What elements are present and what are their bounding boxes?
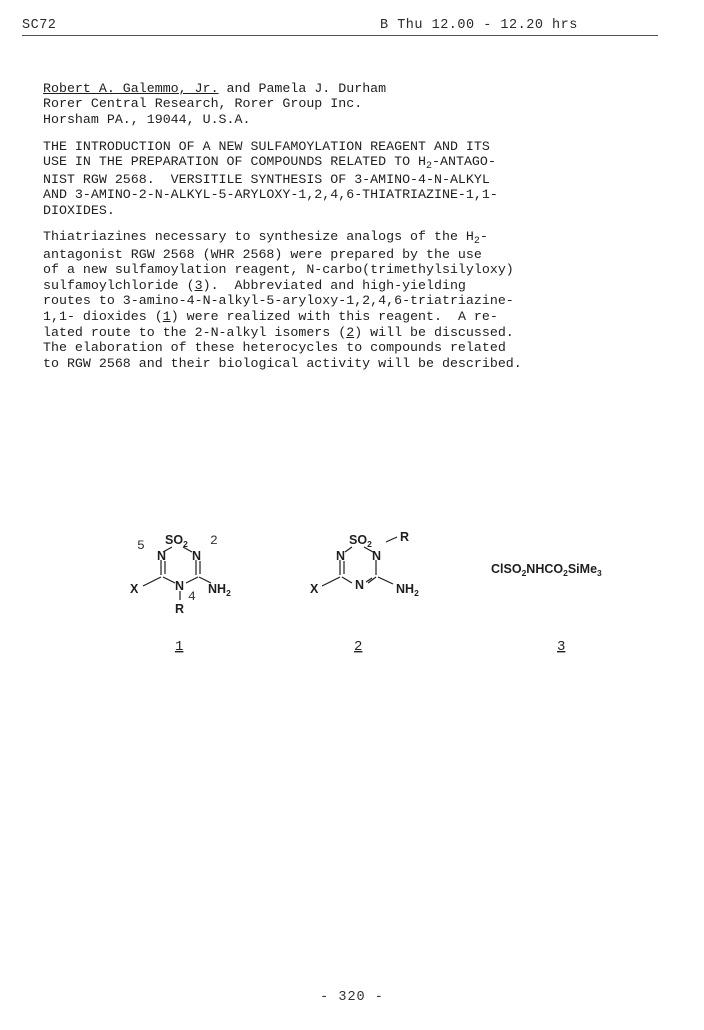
abstract-line: lated route to the 2-N-alkyl isomers ( — [43, 324, 347, 340]
formula-part: NHCO — [526, 562, 564, 576]
abstract-line: sulfamoylchloride ( — [43, 277, 195, 293]
ring-position-4: 4 — [188, 589, 196, 604]
s1-nitrogen-2: N — [192, 549, 202, 563]
paper-title — [43, 139, 668, 218]
compound-label-1: 1 — [175, 639, 184, 655]
reagent-formula — [491, 562, 602, 576]
ring-position-2: 2 — [210, 533, 218, 548]
title-line: THE INTRODUCTION OF A NEW SULFAMOYLATION REAGENT AND ITS — [43, 139, 490, 154]
formula-part: ClSO — [491, 562, 522, 576]
abstract-line: ). Abbreviated and high-yielding — [202, 277, 466, 293]
structures-area — [0, 520, 704, 670]
header-session: B Thu 12.00 - 12.20 hrs — [380, 18, 578, 33]
title-line: -ANTAGO- — [432, 154, 496, 170]
abstract-line: ) were realized with this reagent. A re- — [170, 308, 498, 324]
compound-label-2: 2 — [354, 639, 363, 655]
affiliation: Rorer Central Research, Rorer Group Inc. — [43, 96, 363, 112]
formula-subscript: 3 — [597, 568, 602, 578]
abstract — [43, 229, 668, 371]
formula-part: SiMe — [567, 562, 598, 576]
s1-sulfonyl: $SO_2$ — [165, 533, 188, 549]
abstract-line: The elaboration of these heterocycles to compounds related — [43, 340, 506, 356]
s1-nitrogen-4: N — [175, 579, 185, 593]
abstract-line: - — [479, 229, 488, 244]
abstract-line: Thiatriazines necessary to synthesize analogs of the H — [43, 229, 474, 244]
title-line: USE IN THE PREPARATION OF COMPOUNDS RELATED TO H — [43, 154, 427, 170]
title-line: DIOXIDES. — [43, 202, 115, 218]
compound-ref: 3 — [194, 277, 203, 293]
title-subscript: 2 — [426, 161, 433, 173]
formula-subscript: 2 — [521, 568, 527, 578]
compound-ref: 2 — [346, 324, 355, 340]
s2-nitrogen-4: N — [355, 578, 365, 592]
abstract-line: antagonist RGW 2568 (WHR 2568) were prepared by the use — [43, 246, 482, 262]
abstract-line: to RGW 2568 and their biological activity will be described. — [43, 355, 522, 371]
title-line: AND 3-AMINO-2-N-ALKYL-5-ARYLOXY-1,2,4,6-THIATRIAZINE-1,1- — [43, 187, 498, 203]
s1-r-substituent: R — [175, 602, 185, 616]
structure-drawings — [0, 520, 704, 670]
author-secondary: and Pamela J. Durham — [218, 81, 387, 96]
author-block — [43, 81, 668, 127]
compound-label-3: 3 — [557, 639, 566, 655]
header-code: SC72 — [22, 18, 57, 33]
s1-x-substituent: X — [130, 582, 139, 596]
s2-amino: $NH_2$ — [396, 582, 419, 598]
s1-nitrogen-6: N — [157, 549, 167, 563]
abstract-line: 1,1- dioxides ( — [43, 308, 163, 324]
s2-nitrogen-2: N — [372, 549, 382, 563]
ring-position-5: 5 — [137, 538, 145, 553]
abstract-subscript: 2 — [473, 236, 480, 247]
page-number: - 320 - — [320, 990, 384, 1005]
s1-amino: $NH_2$ — [208, 582, 231, 598]
title-line: NIST RGW 2568. VERSITILE SYNTHESIS OF 3-AMINO-4-N-ALKYL — [43, 171, 490, 187]
formula-subscript: 2 — [563, 568, 568, 578]
s2-sulfonyl: $SO_2$ — [349, 533, 372, 549]
header-rule — [22, 35, 658, 36]
abstract-line: ) will be discussed. — [354, 324, 514, 340]
compound-ref: 1 — [162, 308, 171, 324]
location: Horsham PA., 19044, U.S.A. — [43, 111, 251, 127]
s2-x-substituent: X — [310, 582, 319, 596]
author-primary: Robert A. Galemmo, Jr. — [43, 81, 219, 96]
s2-r-substituent: R — [400, 530, 410, 544]
abstract-line: routes to 3-amino-4-N-alkyl-5-aryloxy-1,2,4,6-triatriazine- — [43, 293, 514, 309]
s2-nitrogen-6: N — [336, 549, 346, 563]
abstract-line: of a new sulfamoylation reagent, N-carbo(trimethylsilyloxy) — [43, 262, 514, 278]
